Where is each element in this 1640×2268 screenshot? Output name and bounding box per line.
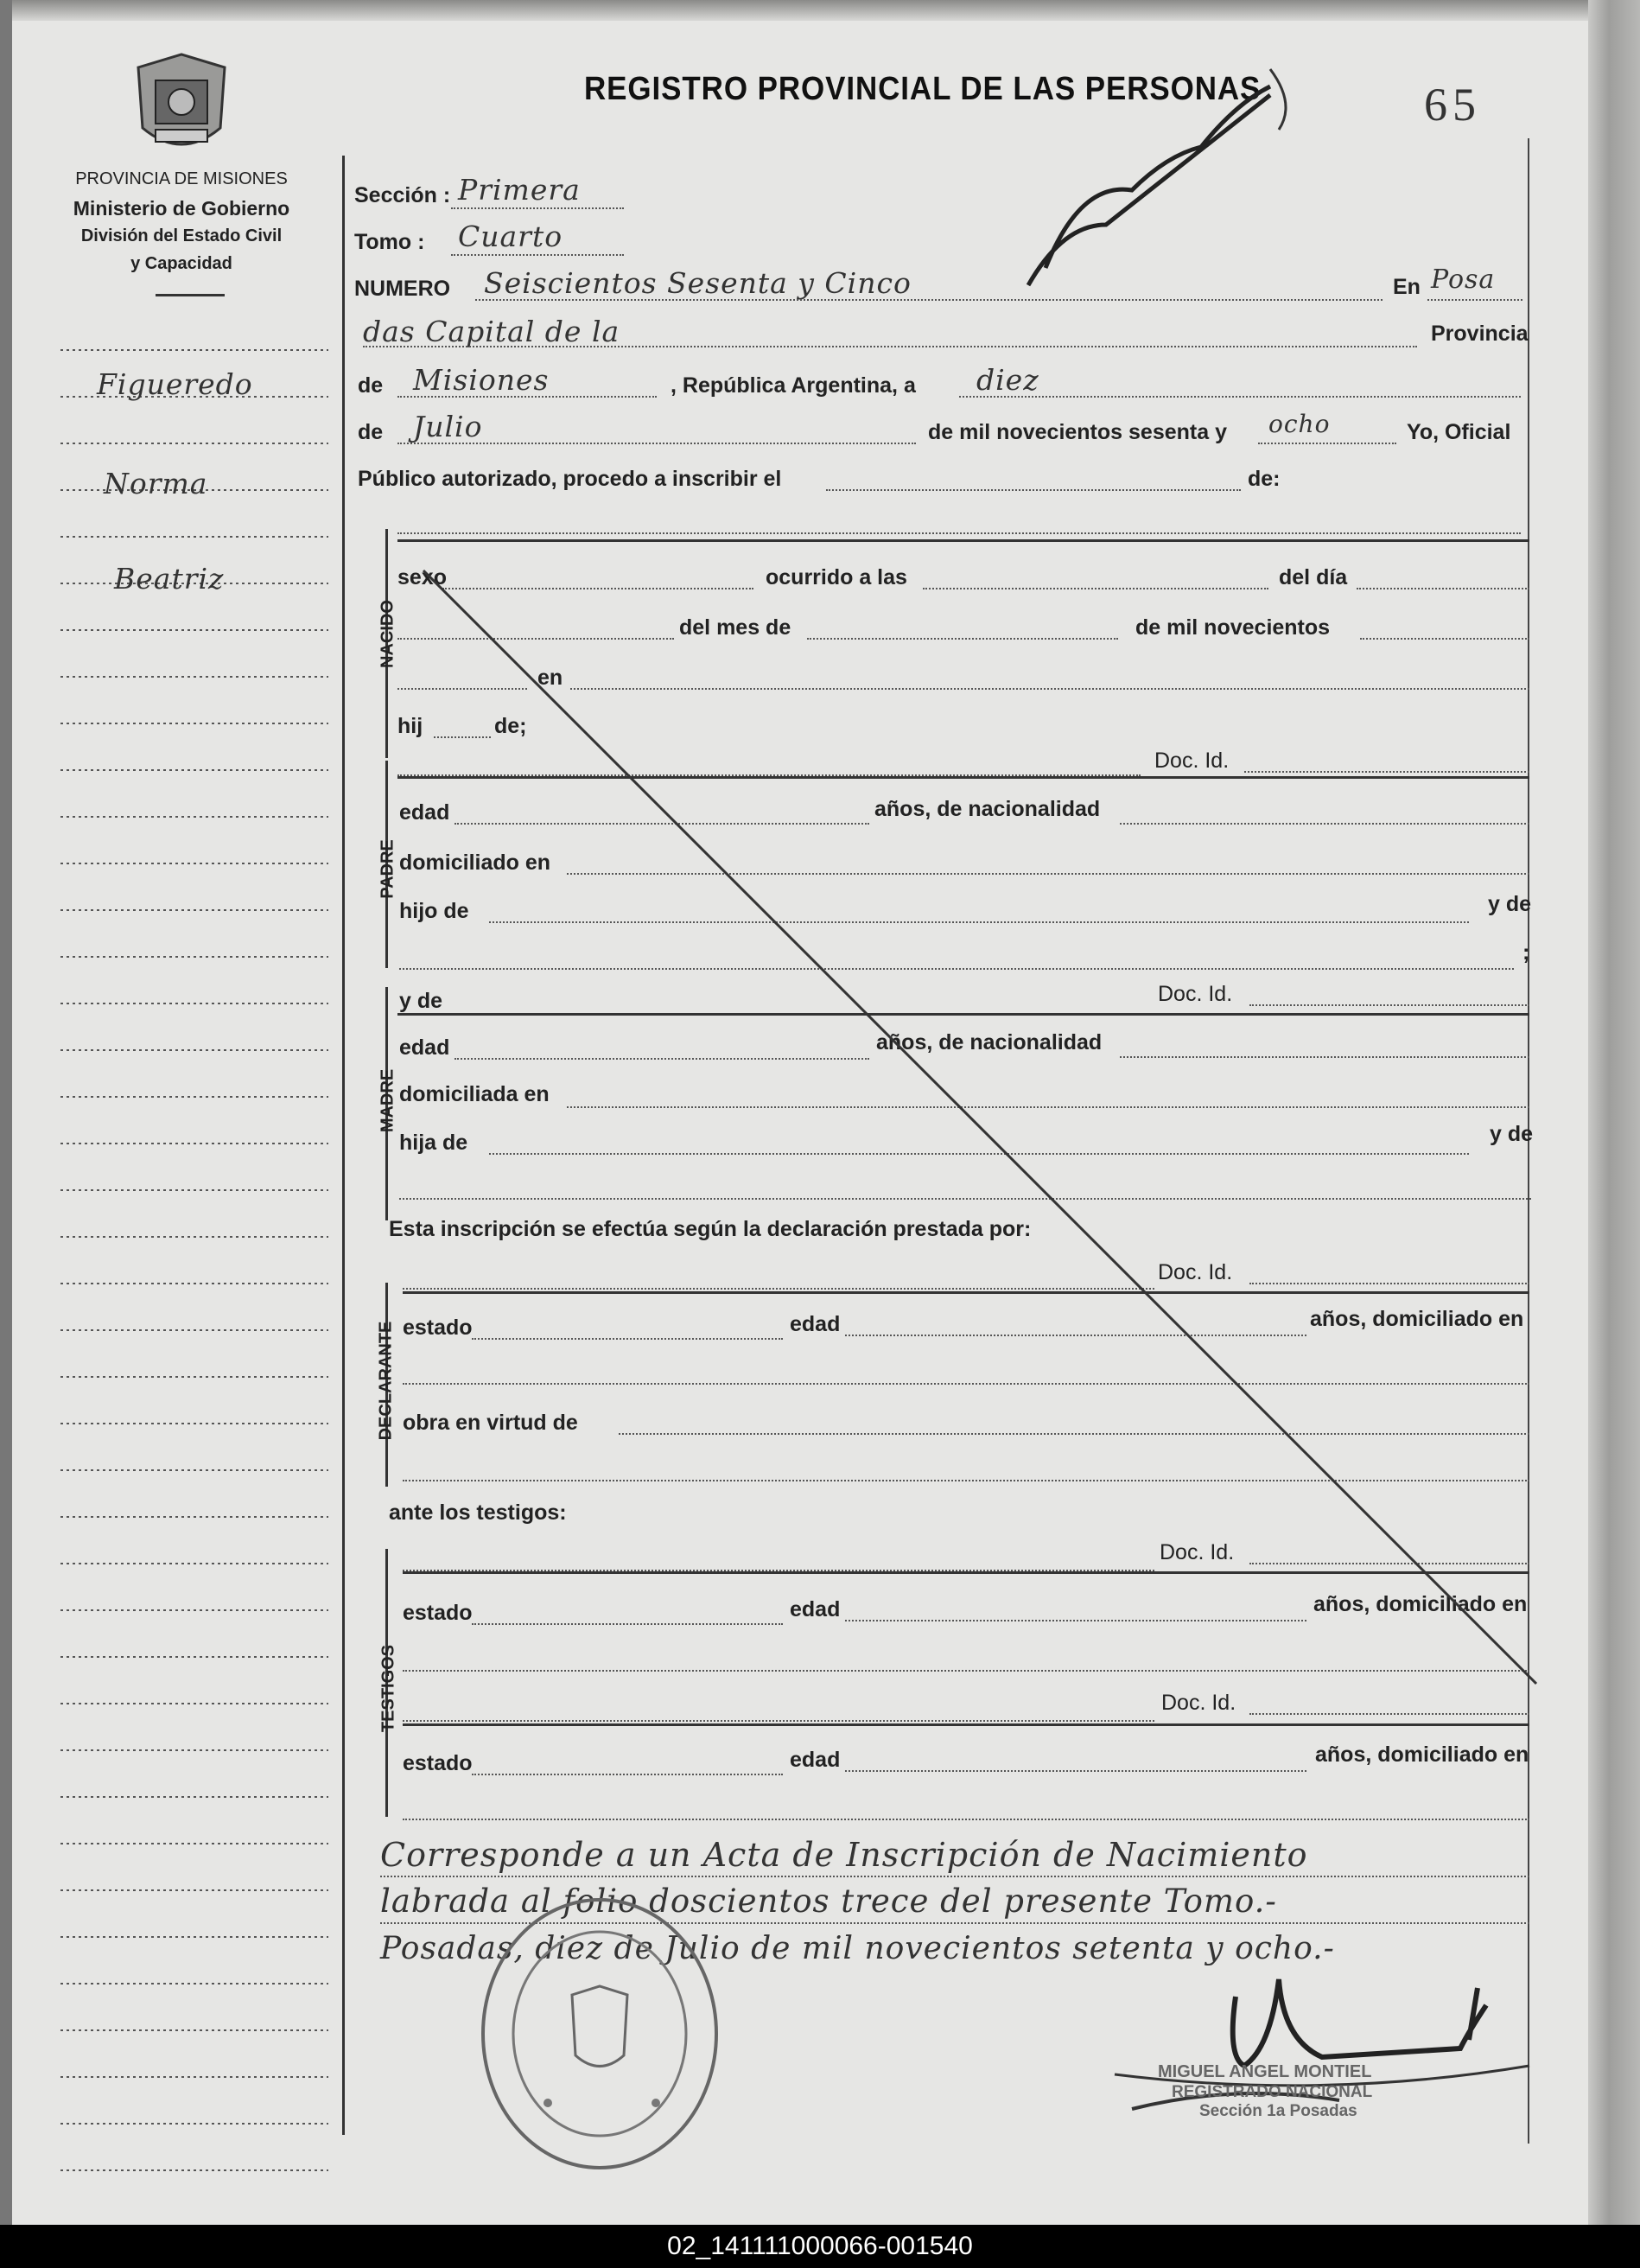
declarante-edad-label: edad <box>790 1312 841 1336</box>
mes-value: Julio <box>413 410 483 443</box>
padre-hijo-label: hijo de <box>399 899 469 923</box>
republica-label: , República Argentina, a <box>671 373 916 398</box>
city-value: das Capital de la <box>363 315 620 348</box>
note-line-3: Posadas, diez de Julio de mil novecientos setenta y ocho.- <box>380 1931 1335 1966</box>
publico-label: Público autorizado, procedo a inscribir el <box>358 467 782 491</box>
testigo2-dom-label: años, domiciliado en <box>1315 1742 1529 1767</box>
tomo-value: Cuarto <box>458 220 563 253</box>
obra-label: obra en virtud de <box>403 1411 578 1435</box>
oficial-label: Yo, Oficial <box>1407 420 1511 444</box>
top-annotation-scribble <box>1011 52 1305 303</box>
declarante-estado-label: estado <box>403 1316 473 1340</box>
madre-dom-label: domiciliada en <box>399 1082 550 1106</box>
provincia-value: Misiones <box>413 363 550 397</box>
declarante-dom-label: años, domiciliado en <box>1310 1307 1524 1331</box>
en-value: Posa <box>1431 264 1496 295</box>
numero-label: NUMERO <box>354 277 451 301</box>
testigos-intro-label: ante los testigos: <box>389 1500 567 1525</box>
note-line-1: Corresponde a un Acta de Inscripción de Nacimiento <box>380 1836 1308 1874</box>
margin-first-name: Norma <box>104 467 208 500</box>
testigo2-edad-label: edad <box>790 1748 841 1772</box>
image-code-footer: 02_141111000066-001540 <box>0 2225 1640 2268</box>
padre-dom-label: domiciliado en <box>399 850 551 875</box>
signature-section: Sección 1a Posadas <box>1199 2102 1357 2120</box>
madre-edad-label: edad <box>399 1035 450 1060</box>
hij-label: hij <box>397 714 423 738</box>
signature-name: MIGUEL ANGEL MONTIEL <box>1158 2062 1372 2081</box>
de-semi-label: de; <box>494 714 527 738</box>
ministry-line2: Ministerio de Gobierno <box>73 197 290 220</box>
note-line-2: labrada al folio doscientos trece del presente Tomo.- <box>380 1883 1277 1920</box>
testigo1-edad-label: edad <box>790 1597 841 1621</box>
testigo1-estado-label: estado <box>403 1601 473 1625</box>
mil-novecientos-label: de mil novecientos <box>1135 615 1331 640</box>
testigo2-estado-label: estado <box>403 1751 473 1775</box>
signature-title: REGISTRADO NACIONAL <box>1172 2083 1373 2101</box>
doc-id-label-1: Doc. Id. <box>1154 749 1230 773</box>
testigos-section-label: TESTIGOS <box>378 1644 398 1733</box>
declaracion-label: Esta inscripción se efectúa según la declaración prestada por: <box>389 1217 1032 1241</box>
madre-hija-label: hija de <box>399 1131 468 1155</box>
del-mes-label: del mes de <box>679 615 791 640</box>
anio-value: ocho <box>1268 410 1331 438</box>
de-label-2: de <box>358 420 384 444</box>
page-number: 65 <box>1424 79 1481 131</box>
madre-yde-label-2: y de <box>1490 1122 1534 1146</box>
seccion-label: Sección : <box>354 183 451 207</box>
doc-id-label-4: Doc. Id. <box>1160 1540 1235 1564</box>
doc-id-label-3: Doc. Id. <box>1158 1260 1233 1284</box>
declarante-section-label: DECLARANTE <box>376 1321 396 1441</box>
del-dia-label: del día <box>1279 565 1348 589</box>
margin-second-name: Beatriz <box>114 562 225 596</box>
doc-id-label-5: Doc. Id. <box>1161 1691 1236 1715</box>
madre-nac-label: años, de nacionalidad <box>876 1030 1103 1054</box>
tomo-label: Tomo : <box>354 230 425 254</box>
en-nac-label: en <box>537 666 563 690</box>
ministry-line4: y Capacidad <box>130 254 232 273</box>
ministry-line3: División del Estado Civil <box>80 226 283 245</box>
en-label: En <box>1393 275 1421 299</box>
doc-id-label-2: Doc. Id. <box>1158 982 1233 1006</box>
testigo1-dom-label: años, domiciliado en <box>1313 1592 1528 1616</box>
madre-yde-label: y de <box>399 989 443 1013</box>
ministry-line1: PROVINCIA DE MISIONES <box>75 169 288 188</box>
padre-edad-label: edad <box>399 800 450 825</box>
document-title: REGISTRO PROVINCIAL DE LAS PERSONAS <box>584 71 1262 107</box>
provincia-label: Provincia <box>1431 322 1529 346</box>
de-label-1: de <box>358 373 384 398</box>
padre-yde-label: y de <box>1488 892 1532 916</box>
padre-section-label: PADRE <box>378 839 397 899</box>
margin-surname: Figueredo <box>97 367 253 401</box>
sexo-label: sexo <box>397 565 447 589</box>
de-colon-label: de: <box>1248 467 1281 491</box>
numero-value: Seiscientos Sesenta y Cinco <box>484 266 912 300</box>
nacido-section-label: NACIDO <box>378 600 397 668</box>
seccion-value: Primera <box>458 173 581 207</box>
sesenta-label: de mil novecientos sesenta y <box>928 420 1227 444</box>
padre-semicolon: ; <box>1522 940 1530 965</box>
padre-nac-label: años, de nacionalidad <box>874 797 1101 821</box>
ocurrido-label: ocurrido a las <box>766 565 907 589</box>
dia-value: diez <box>976 363 1039 397</box>
madre-section-label: MADRE <box>378 1068 397 1133</box>
